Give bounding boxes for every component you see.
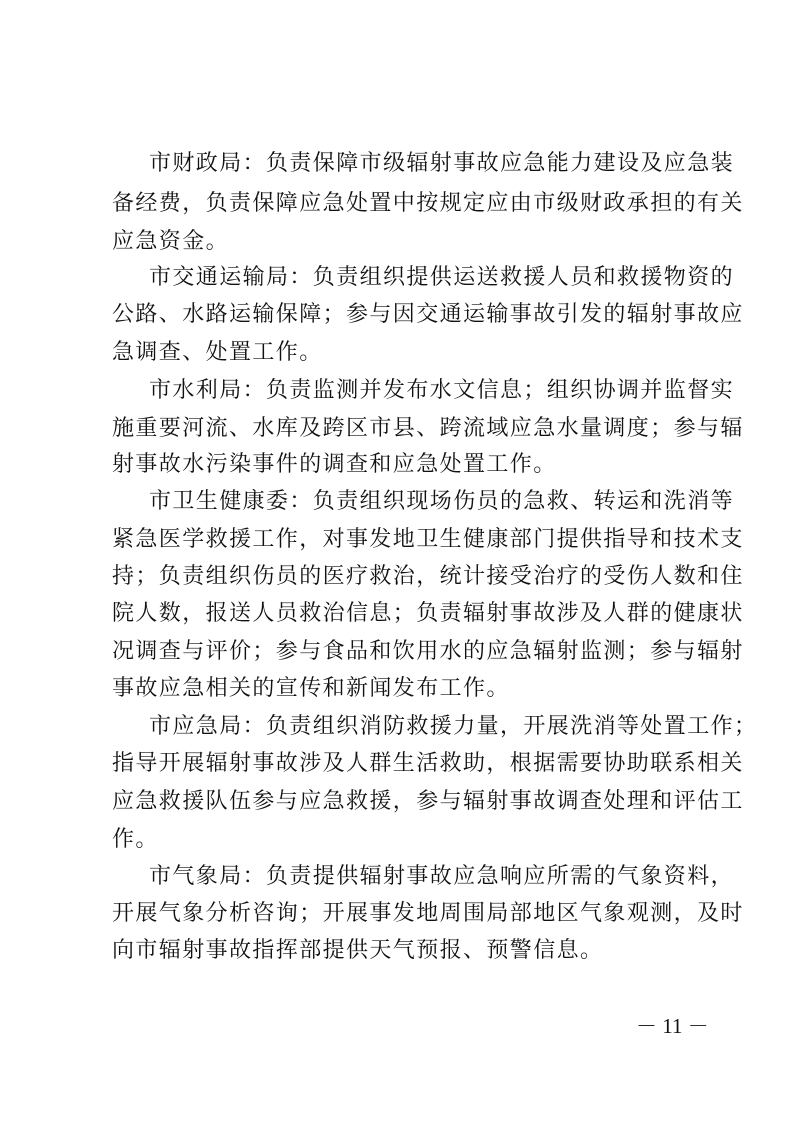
paragraph-4-line-2: 紧急医学救援工作，对事发地卫生健康部门提供指导和技术支 bbox=[112, 527, 744, 552]
paragraph-3-line-2: 施重要河流、水库及跨区市县、跨流域应急水量调度；参与辐 bbox=[112, 416, 744, 441]
paragraph-6-line-2: 开展气象分析咨询；开展事发地周围局部地区气象观测，及时 bbox=[112, 901, 744, 926]
paragraph-4-line-1: 市卫生健康委：负责组织现场伤员的急救、转运和洗消等 bbox=[149, 489, 735, 514]
paragraph-6-line-1: 市气象局：负责提供辐射事故应急响应所需的气象资料， bbox=[149, 864, 735, 889]
paragraph-6-line-3: 向市辐射事故指挥部提供天气预报、预警信息。 bbox=[112, 938, 604, 963]
paragraph-4-line-6: 事故应急相关的宣传和新闻发布工作。 bbox=[112, 676, 510, 701]
paragraph-2-line-3: 急调查、处置工作。 bbox=[112, 340, 323, 365]
paragraph-5-line-2: 指导开展辐射事故涉及人群生活救助，根据需要协助联系相关 bbox=[112, 751, 744, 776]
paragraph-5-line-4: 作。 bbox=[112, 827, 159, 852]
paragraph-3-line-3: 射事故水污染事件的调查和应急处置工作。 bbox=[112, 452, 557, 477]
paragraph-4-line-3: 持；负责组织伤员的医疗救治，统计接受治疗的受伤人数和住 bbox=[112, 564, 744, 589]
paragraph-1-line-3: 应急资金。 bbox=[112, 229, 230, 254]
paragraph-4-line-4: 院人数，报送人员救治信息；负责辐射事故涉及人群的健康状 bbox=[112, 601, 744, 626]
paragraph-5-line-1: 市应急局：负责组织消防救援力量，开展洗消等处置工作； bbox=[149, 714, 758, 739]
paragraph-2-line-1: 市交通运输局：负责组织提供运送救援人员和救援物资的 bbox=[149, 265, 735, 290]
paragraph-3-line-1: 市水利局：负责监测并发布水文信息；组织协调并监督实 bbox=[149, 378, 735, 403]
paragraph-2-line-2: 公路、水路运输保障；参与因交通运输事故引发的辐射事故应 bbox=[112, 302, 744, 327]
paragraph-5-line-3: 应急救援队伍参与应急救援，参与辐射事故调查处理和评估工 bbox=[112, 789, 744, 814]
page-number: － 11 － bbox=[636, 1014, 709, 1038]
paragraph-4-line-5: 况调查与评价；参与食品和饮用水的应急辐射监测；参与辐射 bbox=[112, 639, 744, 664]
paragraph-1-line-2: 备经费，负责保障应急处置中按规定应由市级财政承担的有关 bbox=[112, 191, 744, 216]
paragraph-1-line-1: 市财政局：负责保障市级辐射事故应急能力建设及应急装 bbox=[149, 151, 735, 176]
